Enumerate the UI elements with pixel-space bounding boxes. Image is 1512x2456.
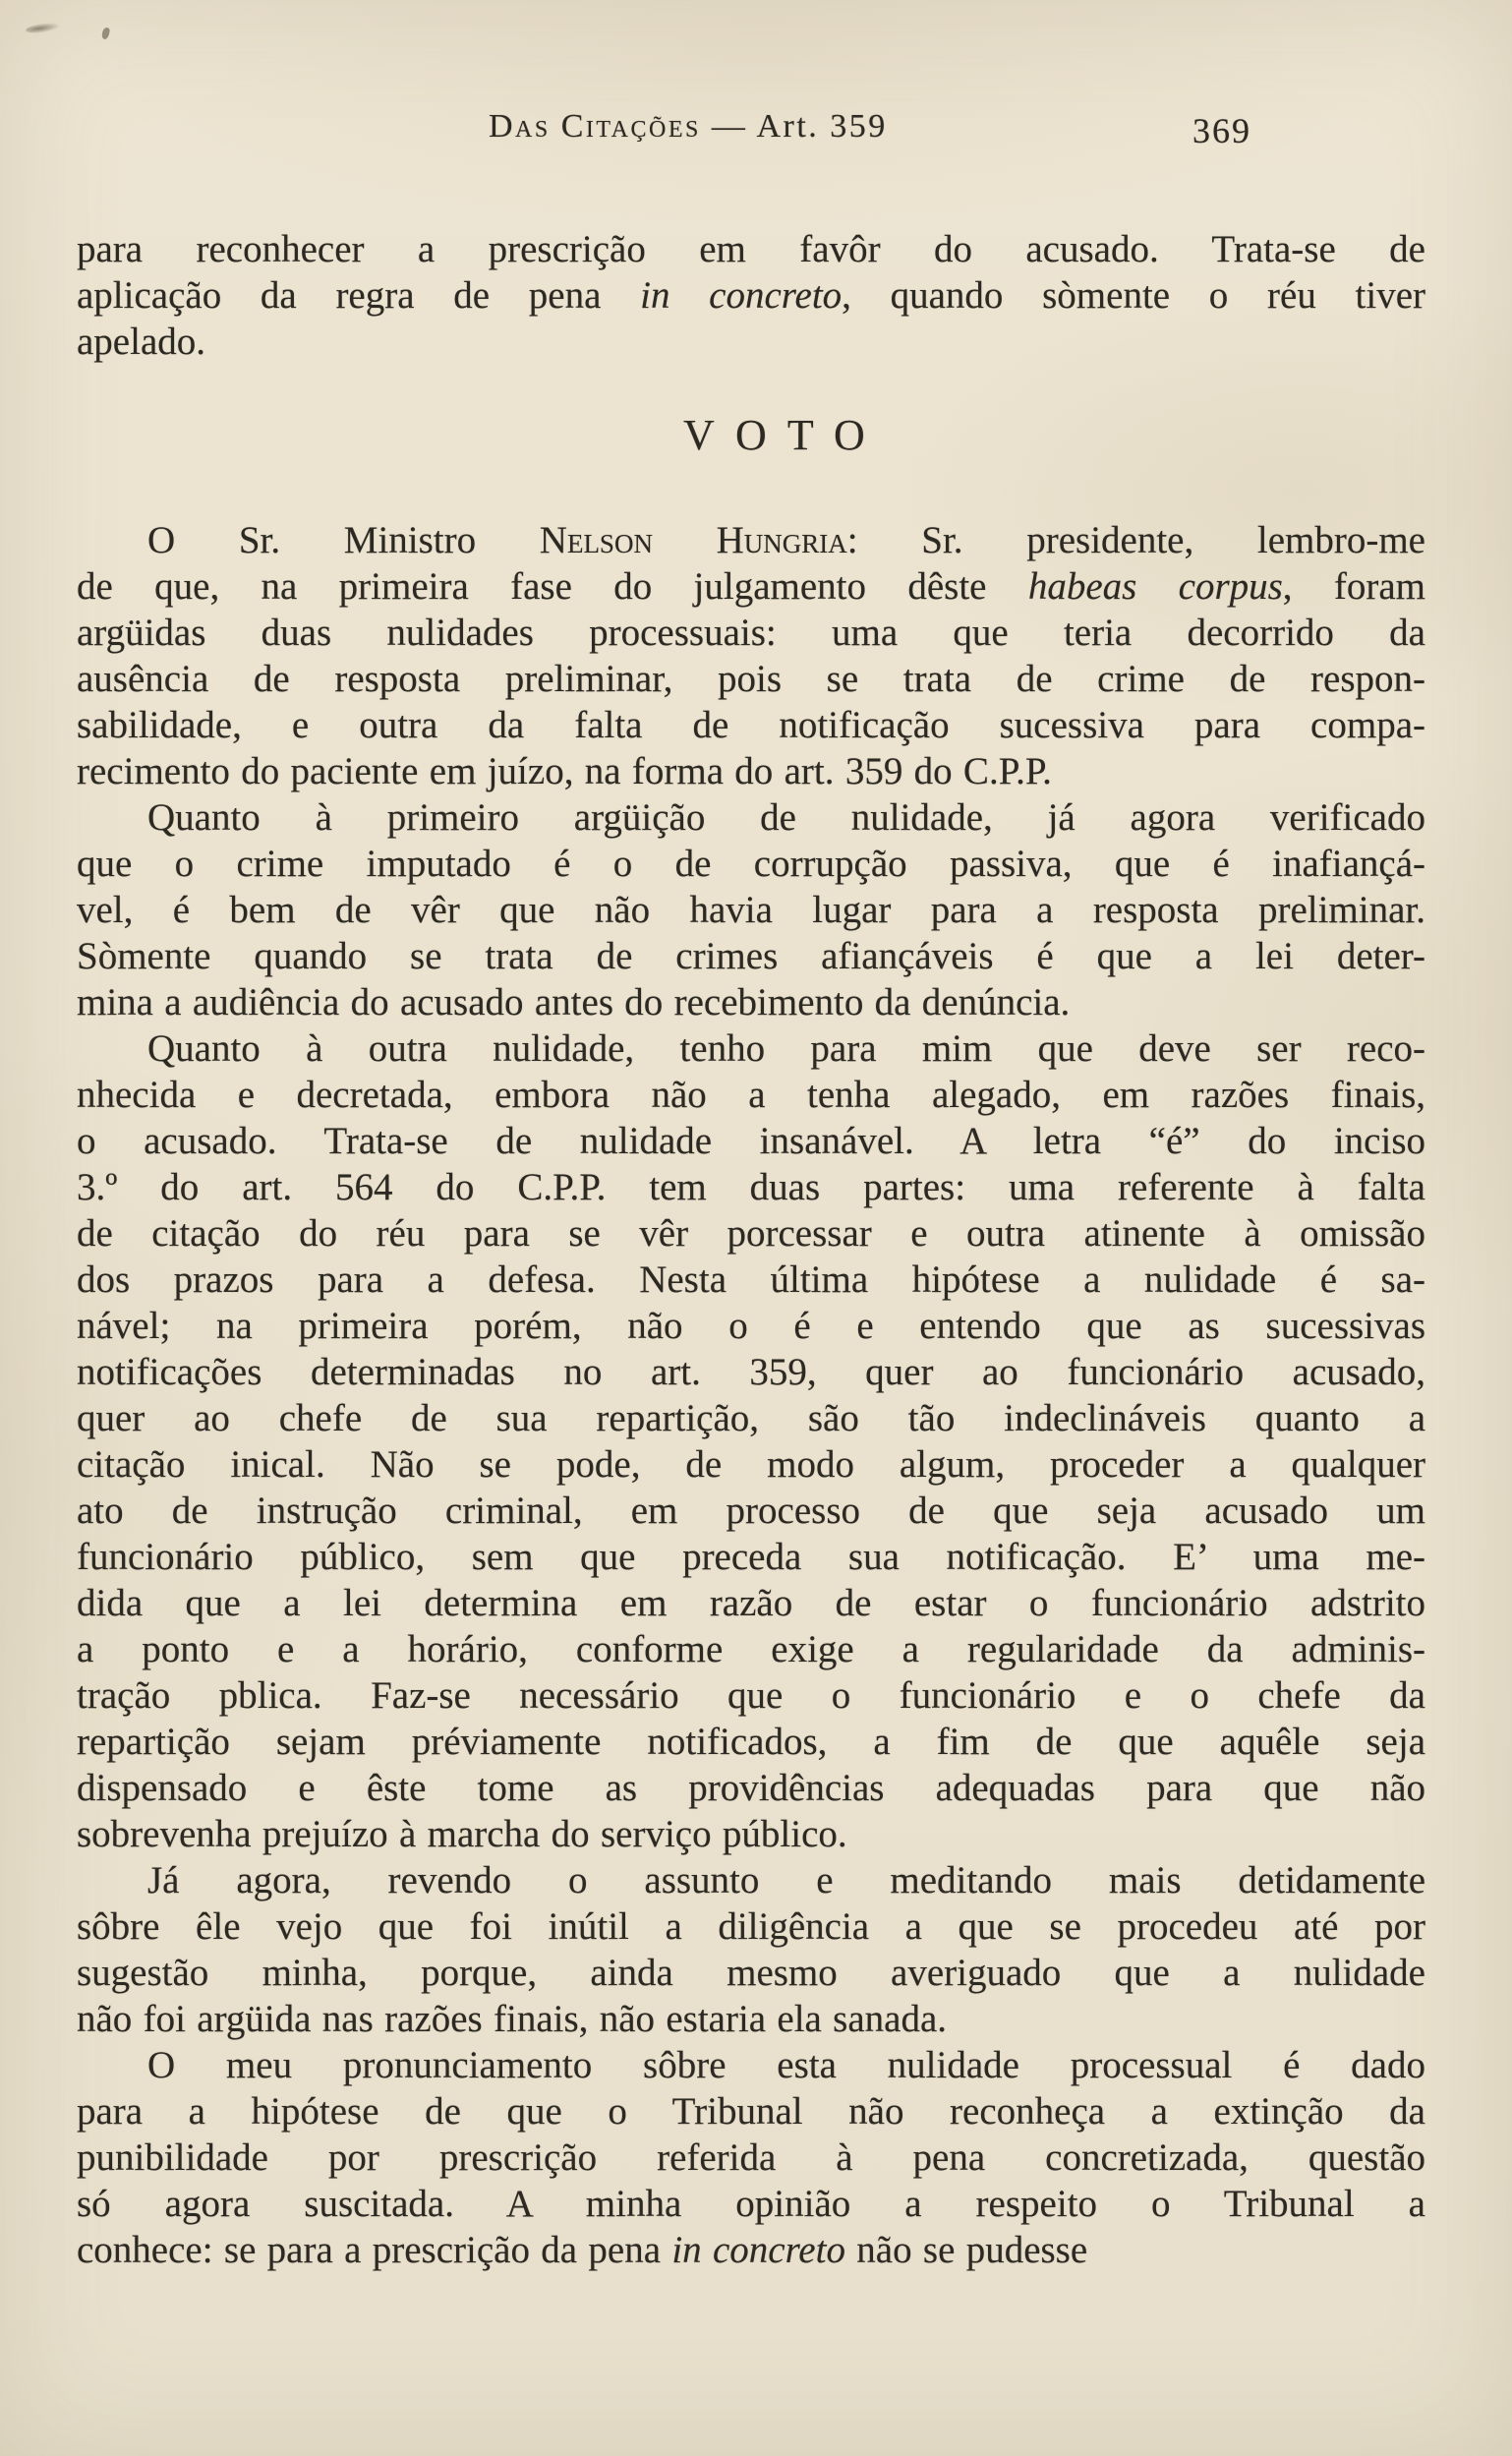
text-line: dispensado e êste tome as providências adequadas para que não bbox=[77, 1767, 1425, 1809]
text-line: para reconhecer a prescrição em favôr do acusado. Trata-se de bbox=[77, 228, 1425, 270]
text-line: nável; na primeira porém, não o é e entendo que as sucessivas bbox=[77, 1305, 1425, 1347]
running-title: Das Citações — Art. 359 bbox=[489, 108, 888, 145]
text-line: sugestão minha, porque, ainda mesmo averiguado que a nulidade bbox=[77, 1952, 1425, 1994]
text-line: aplicação da regra de pena in concreto, quando sòmente o réu tiver bbox=[77, 274, 1425, 317]
page-header bbox=[0, 108, 1512, 159]
text-line: sôbre êle vejo que foi inútil a diligência a que se procedeu até por bbox=[77, 1905, 1425, 1948]
text-line: que o crime imputado é o de corrupção passiva, que é inafiançá- bbox=[77, 843, 1425, 885]
text-line: recimento do paciente em juízo, na forma do art. 359 do C.P.P. bbox=[77, 750, 1052, 792]
vote-paragraph-5 bbox=[77, 2042, 1425, 2273]
text-line: Já agora, revendo o assunto e meditando mais detidamente bbox=[147, 1859, 1425, 1901]
text-line: o acusado. Trata-se de nulidade insanável. A letra “é” do inciso bbox=[77, 1120, 1425, 1162]
text-line: notificações determinadas no art. 359, quer ao funcionário acusado, bbox=[77, 1351, 1425, 1393]
text-line: O Sr. Ministro Nelson Hungria: Sr. presidente, lembro-me bbox=[147, 519, 1425, 561]
text-line: Sòmente quando se trata de crimes afiançáveis é que a lei deter- bbox=[77, 935, 1425, 977]
ink-dot bbox=[101, 27, 111, 39]
text-line: argüidas duas nulidades processuais: uma que teria decorrido da bbox=[77, 612, 1425, 654]
vote-paragraph-1 bbox=[77, 517, 1425, 794]
text-line: não foi argüida nas razões finais, não estaria ela sanada. bbox=[77, 1998, 948, 2040]
text-line: tração pblica. Faz-se necessário que o funcionário e o chefe da bbox=[77, 1674, 1425, 1717]
text-line: Quanto à outra nulidade, tenho para mim que deve ser reco- bbox=[147, 1027, 1425, 1070]
text-line: sabilidade, e outra da falta de notificação sucessiva para compa- bbox=[77, 704, 1425, 746]
vote-paragraphs bbox=[77, 517, 1425, 2273]
vote-paragraph-4 bbox=[77, 1857, 1425, 2042]
text-line: repartição sejam préviamente notificados, a fim de que aquêle seja bbox=[77, 1721, 1425, 1763]
text-line: Quanto à primeiro argüição de nulidade, já agora verificado bbox=[147, 796, 1425, 839]
text-line: de que, na primeira fase do julgamento dêste habeas corpus, foram bbox=[77, 565, 1425, 608]
text-line: mina a audiência do acusado antes do recebimento da denúncia. bbox=[77, 981, 1071, 1023]
text-block bbox=[77, 226, 1425, 2273]
text-line: de citação do réu para se vêr porcessar e outra atinente à omissão bbox=[77, 1212, 1425, 1255]
text-line: ausência de resposta preliminar, pois se trata de crime de respon- bbox=[77, 658, 1425, 700]
vote-paragraph-3 bbox=[77, 1025, 1425, 1857]
ink-smudge bbox=[26, 22, 60, 35]
text-line: 3.º do art. 564 do C.P.P. tem duas partes: uma referente à falta bbox=[77, 1166, 1425, 1208]
text-line: a ponto e a horário, conforme exige a regularidade da adminis- bbox=[77, 1628, 1425, 1670]
vote-paragraph-2 bbox=[77, 794, 1425, 1025]
text-line: quer ao chefe de sua repartição, são tão indeclináveis quanto a bbox=[77, 1397, 1425, 1439]
intro-paragraph bbox=[77, 226, 1425, 365]
text-line: citação inical. Não se pode, de modo algum, proceder a qualquer bbox=[77, 1443, 1425, 1486]
intro-paragraph-container bbox=[77, 226, 1425, 365]
text-line: só agora suscitada. A minha opinião a respeito o Tribunal a bbox=[77, 2183, 1425, 2225]
text-line: apelado. bbox=[77, 321, 206, 363]
text-line: sobrevenha prejuízo à marcha do serviço público. bbox=[77, 1813, 847, 1855]
page-number: 369 bbox=[1192, 111, 1251, 150]
text-line: nhecida e decretada, embora não a tenha alegado, em razões finais, bbox=[77, 1074, 1425, 1116]
text-line: O meu pronunciamento sôbre esta nulidade processual é dado bbox=[147, 2044, 1425, 2086]
section-heading-voto: VOTO bbox=[683, 411, 886, 459]
text-line: funcionário público, sem que preceda sua notificação. E’ uma me- bbox=[77, 1536, 1425, 1578]
text-line: dida que a lei determina em razão de estar o funcionário adstrito bbox=[77, 1582, 1425, 1624]
text-line: ato de instrução criminal, em processo de que seja acusado um bbox=[77, 1490, 1425, 1532]
text-line: punibilidade por prescrição referida à pena concretizada, questão bbox=[77, 2136, 1425, 2179]
text-line: vel, é bem de vêr que não havia lugar para a resposta preliminar. bbox=[77, 889, 1425, 931]
text-line: dos prazos para a defesa. Nesta última hipótese a nulidade é sa- bbox=[77, 1258, 1425, 1301]
text-line: conhece: se para a prescrição da pena in concreto não se pudesse bbox=[77, 2229, 1088, 2271]
text-line: para a hipótese de que o Tribunal não reconheça a extinção da bbox=[77, 2090, 1425, 2133]
